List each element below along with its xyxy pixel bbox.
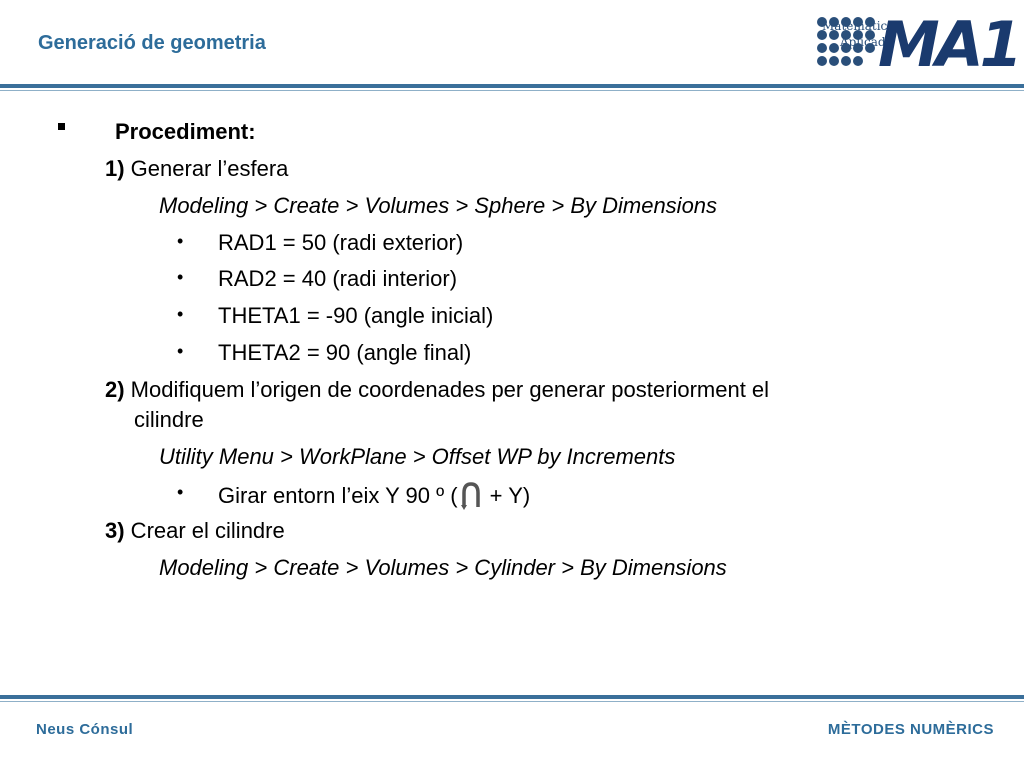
bullet-dot: • [177,482,184,502]
square-bullet-icon [58,123,65,130]
step-1-number: 1) [105,156,125,181]
ma1-logo [816,8,1019,81]
step-3 [105,518,285,544]
bullet-dot: • [177,341,184,361]
header-divider [0,84,1024,88]
step-1-path: Modeling > Create > Volumes > Sphere > By Dimensions [159,193,718,218]
bullet-rad1: RAD1 = 50 (radi exterior) [218,230,464,255]
bullet-theta2: THETA2 = 90 (angle final) [218,340,472,365]
bullet-dot: • [177,267,184,287]
page-title: Generació de geometria [38,32,266,54]
step-2-text-cont: cilindre [134,407,204,432]
logo-mark: MA1 [878,8,1019,81]
bullet-rad2: RAD2 = 40 (radi interior) [218,266,458,291]
bullet-rotate [218,481,530,511]
step-3-text: Crear el cilindre [124,518,285,543]
footer-divider [0,695,1024,699]
step-2-number: 2) [105,377,125,402]
logo-text-2: Aplicada [840,35,893,49]
step-1 [105,156,288,182]
procedure-heading: Procediment: [115,119,256,144]
step-2 [105,377,769,403]
logo-text-1: Matemàtica [822,19,895,33]
step-3-number: 3) [105,518,125,543]
rotate-arrow-icon [460,481,482,511]
rotate-text-b: + Y) [483,483,531,508]
bullet-dot: • [177,304,184,324]
footer-course: MÈTODES NUMÈRICS [827,721,994,738]
bullet-dot: • [177,231,184,251]
footer-divider-thin [0,701,1024,702]
rotate-text-a: Girar entorn l’eix Y 90 º ( [218,483,458,508]
header-divider-thin [0,90,1024,91]
step-2-path: Utility Menu > WorkPlane > Offset WP by Increments [159,444,676,469]
step-2-text: Modifiquem l’origen de coordenades per generar posteriorment el [124,377,770,402]
step-1-text: Generar l’esfera [124,156,289,181]
bullet-theta1: THETA1 = -90 (angle inicial) [218,303,494,328]
step-3-path: Modeling > Create > Volumes > Cylinder > By Dimensions [159,555,727,580]
footer-author: Neus Cónsul [36,721,134,738]
